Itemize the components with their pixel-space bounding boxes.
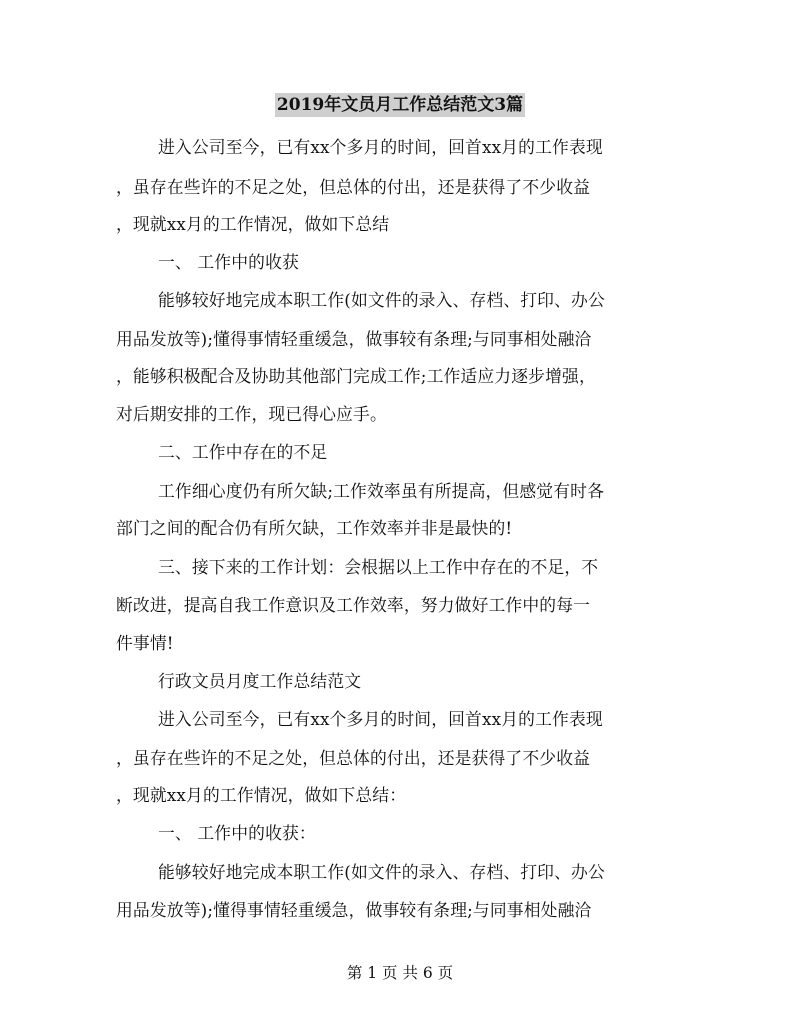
paragraph-line: 对后期安排的工作，现已得心应手。 bbox=[116, 404, 387, 424]
document-title: 2019年文员月工作总结范文3篇 bbox=[276, 95, 524, 115]
paragraph-line: ，能够积极配合及协助其他部门完成工作;工作适应力逐步增强， bbox=[116, 366, 596, 386]
section-heading: 行政文员月度工作总结范文 bbox=[158, 671, 362, 691]
paragraph-line: 工作细心度仍有所欠缺;工作效率虽有所提高，但感觉有时各 bbox=[158, 481, 605, 501]
paragraph-line: ，虽存在些许的不足之处，但总体的付出，还是获得了不少收益 bbox=[116, 177, 591, 197]
page-number-footer: 第 1 页 共 6 页 bbox=[346, 964, 454, 982]
section-heading: 一、 工作中的收获 bbox=[158, 252, 299, 272]
paragraph-line: ，现就xx月的工作情况，做如下总结： bbox=[116, 785, 407, 805]
paragraph-line: 进入公司至今，已有xx个多月的时间，回首xx月的工作表现 bbox=[158, 709, 603, 729]
paragraph-line: 部门之间的配合仍有所欠缺，工作效率并非是最快的! bbox=[116, 518, 513, 538]
paragraph-line: 三、接下来的工作计划：会根据以上工作中存在的不足，不 bbox=[158, 557, 599, 577]
section-heading: 二、工作中存在的不足 bbox=[158, 442, 328, 462]
paragraph-line: 断改进，提高自我工作意识及工作效率，努力做好工作中的每一 bbox=[116, 595, 591, 615]
paragraph-line: 用品发放等);懂得事情轻重缓急，做事较有条理;与同事相处融洽 bbox=[116, 329, 592, 349]
paragraph-line: 件事情! bbox=[116, 633, 174, 653]
paragraph-line: ，现就xx月的工作情况，做如下总结 bbox=[116, 214, 390, 234]
title-container bbox=[0, 93, 800, 117]
paragraph-line: 用品发放等);懂得事情轻重缓急，做事较有条理;与同事相处融洽 bbox=[116, 900, 592, 920]
paragraph-line: ，虽存在些许的不足之处，但总体的付出，还是获得了不少收益 bbox=[116, 748, 591, 768]
paragraph-line: 进入公司至今，已有xx个多月的时间，回首xx月的工作表现 bbox=[158, 137, 603, 157]
paragraph-line: 能够较好地完成本职工作(如文件的录入、存档、打印、办公 bbox=[158, 290, 605, 310]
paragraph-line: 能够较好地完成本职工作(如文件的录入、存档、打印、办公 bbox=[158, 862, 605, 882]
section-heading: 一、 工作中的收获： bbox=[158, 823, 316, 843]
